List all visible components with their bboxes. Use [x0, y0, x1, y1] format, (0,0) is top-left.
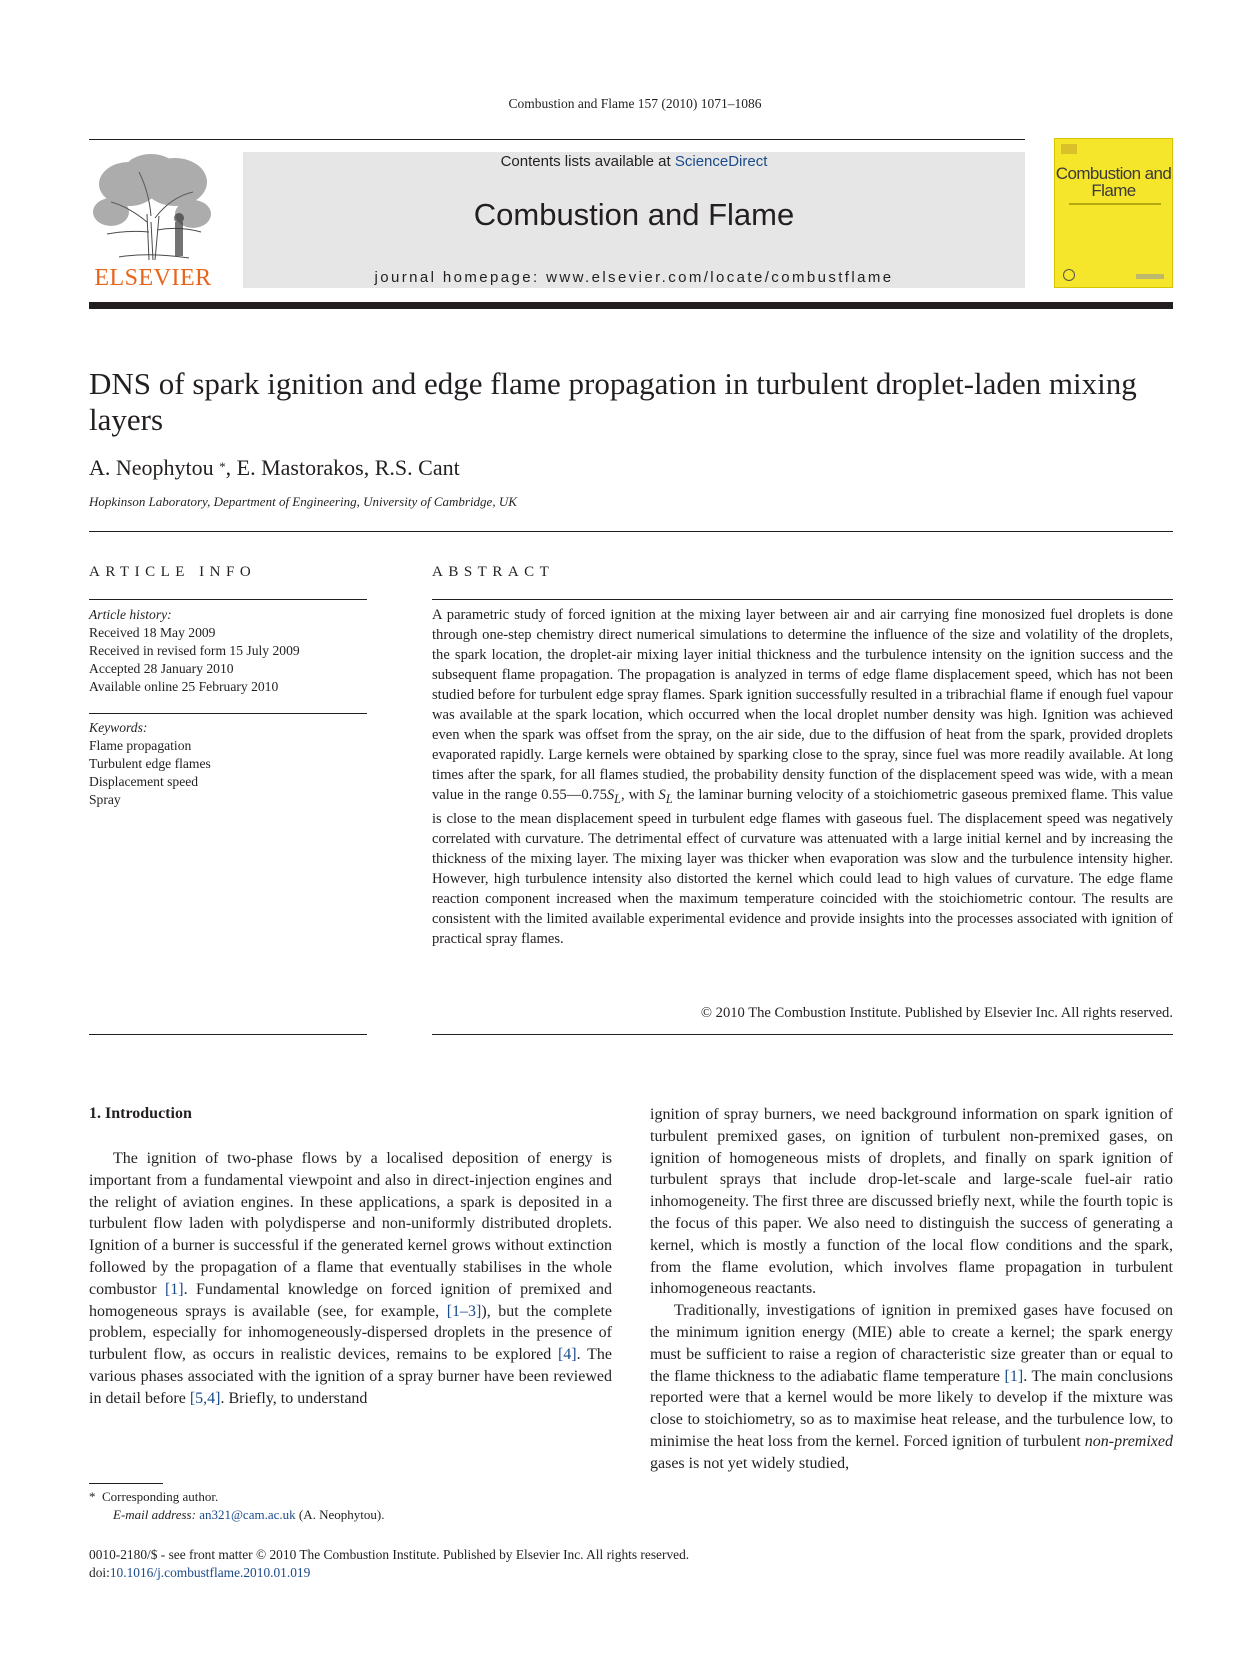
sciencedirect-link[interactable]: ScienceDirect	[674, 153, 768, 170]
reference-link[interactable]: [4]	[557, 1346, 577, 1364]
keywords-label: Keywords:	[89, 720, 148, 735]
abstract-text: A parametric study of forced ignition at the mixing layer between air and air carrying fine monosized fuel droplets is done through one-step chemistry direct numerical simulations to determine the influence of the size and volatility of the droplets, the spark location, the droplet-air mixing layer initial thickness and the turbulence intensity on the ignition success and the subsequent flame propagation. The propagation is analyzed in terms of edge flame displacement speed, which has not been studied before for turbulent edge spray flames. Spark ignition successfully resulted in a tribrachial flame if enough fuel vapour was available at the spark location, which occurred when the local droplet number density was high. Ignition was achieved even when the spark was offset from the spray, on the air side, due to the diffusion of heat from the spark, provided droplets evaporated rapidly. Large kernels were obtained by sparking close to the spray, since fuel was more readily available. At long times after the spark, for all flames studied, the probability density function of the displacement speed was wide, with a mean value in the range 0.55—0.75	[432, 607, 1173, 803]
front-matter-notice	[89, 1546, 689, 1582]
footnote	[89, 1488, 384, 1524]
email-label: E-mail address:	[113, 1507, 196, 1522]
reference-link[interactable]: [1]	[1004, 1367, 1024, 1385]
footnote-email	[89, 1506, 384, 1524]
body-text: . The various phases associated with the ignition of a spray burner have been reviewed in detail before	[89, 1346, 612, 1407]
header-rule	[89, 139, 1025, 140]
emphasis-text: non-premixed	[1084, 1432, 1173, 1450]
sl-subscript: L	[665, 791, 673, 806]
elsevier-logo[interactable]	[89, 152, 217, 292]
body-text: . The main conclusions reported were that a kernel would be more likely to develop if the mixture was close to stoichiometry, so as to maximise heat release, and the turbulence low, to minimise the heat loss from the kernel. Forced ignition of turbulent	[650, 1367, 1174, 1450]
header-thick-rule	[89, 302, 1173, 309]
tree-logo-icon	[89, 152, 217, 264]
body-text: . Fundamental knowledge on forced ignition of premixed and homogeneous sprays is available (see, for example,	[89, 1280, 613, 1320]
intro-left-column	[89, 1148, 612, 1410]
front-matter-text: 0010-2180/$ - see front matter © 2010 The Combustion Institute. Published by Elsevier Inc. All rights reserved.	[89, 1547, 690, 1562]
email-link[interactable]: an321@cam.ac.uk	[199, 1507, 296, 1522]
history-item: Accepted 28 January 2010	[89, 661, 234, 676]
doi-line	[89, 1564, 689, 1582]
journal-homepage[interactable]: journal homepage: www.elsevier.com/locate/combustflame	[374, 269, 894, 286]
reference-link[interactable]: [1–3]	[446, 1302, 482, 1320]
email-owner: (A. Neophytou).	[298, 1507, 385, 1522]
keyword-item[interactable]: Turbulent edge flames	[89, 756, 211, 771]
cover-title: Combustion and Flame	[1055, 164, 1172, 200]
footnote-corresponding	[89, 1488, 384, 1506]
contents-prefix: Contents lists available at	[500, 153, 675, 170]
intro-paragraph	[89, 1148, 612, 1410]
footnote-rule	[89, 1483, 163, 1484]
journal-citation: Combustion and Flame 157 (2010) 1071–1086	[508, 96, 762, 111]
abstract-paragraph	[432, 605, 1173, 949]
article-history	[89, 606, 300, 696]
corresponding-mark[interactable]: *	[219, 459, 226, 474]
keyword-item[interactable]: Displacement speed	[89, 774, 199, 789]
journal-banner	[243, 152, 1025, 288]
author-first[interactable]: A. Neophytou	[89, 455, 220, 480]
article-title: DNS of spark ignition and edge flame propagation in turbulent droplet-laden mixing layers	[89, 366, 1137, 437]
journal-name: Combustion and Flame	[473, 197, 795, 232]
sl-symbol: S	[606, 787, 615, 803]
author-list	[89, 455, 460, 481]
author-rest[interactable]: , E. Mastorakos, R.S. Cant	[225, 455, 460, 480]
abstract-copyright: © 2010 The Combustion Institute. Published by Elsevier Inc. All rights reserved.	[700, 1005, 1173, 1021]
contents-line	[243, 153, 1025, 170]
body-text: Traditionally, investigations of ignition in premixed gases have focused on the minimum ignition energy (MIE) able to create a kernel; the spark energy must be sufficient to raise a region of characteristic size greater than or equal to the flame thickness to the adiabatic flame temperature	[650, 1302, 1173, 1385]
cover-seal-icon	[1063, 269, 1075, 281]
abstract-rule	[432, 599, 1173, 600]
elsevier-wordmark: ELSEVIER	[94, 265, 212, 291]
affiliation: Hopkinson Laboratory, Department of Engineering, University of Cambridge, UK	[89, 494, 517, 509]
sl-symbol: S	[658, 787, 666, 803]
history-rule	[89, 713, 367, 714]
keyword-item[interactable]: Spray	[89, 792, 121, 807]
history-item: Available online 25 February 2010	[89, 679, 279, 694]
article-info-bottom-rule	[89, 1034, 367, 1035]
body-text: . Briefly, to understand	[220, 1389, 368, 1407]
intro-paragraph: ignition of spray burners, we need background information on spark ignition of turbulent premixed gases, on ignition of turbulent non-premixed gases, on ignition of homogeneous mists of droplets, and finally on spark ignition of turbulent sprays that include drop-let-scale and large-scale fuel-air ratio inhomogeneity. The first three are discussed briefly next, while the fourth topic is the focus of this paper. We also need to distinguish the success of generating a kernel, which is mostly a function of the local flow conditions and the spark, from the flame evolution, which involves flame propagation in turbulent inhomogeneous reactants.	[650, 1106, 1173, 1298]
footnote-mark: *	[89, 1489, 96, 1504]
history-item: Received in revised form 15 July 2009	[89, 643, 300, 658]
intro-right-column	[650, 1104, 1173, 1475]
abstract-text: , with	[620, 787, 659, 803]
footnote-text: Corresponding author.	[102, 1489, 219, 1504]
doi-label: doi:	[89, 1565, 110, 1580]
body-text: The ignition of two-phase flows by a localised deposition of energy is important from a fundamental viewpoint and also in direct-injection engines and the relight of aviation engines. In these applications, a spark is deposited in a turbulent flow laden with polydisperse and non-uniformly distributed droplets. Ignition of a burner is successful if the generated kernel grows without extinction followed by the propagation of a flame that eventually stabilises in the whole combustor	[89, 1150, 612, 1298]
sl-subscript: L	[614, 791, 621, 806]
history-label: Article history:	[89, 607, 172, 622]
section-heading-introduction: 1. Introduction	[89, 1105, 192, 1122]
abstract-heading: ABSTRACT	[432, 564, 555, 580]
cover-subtitle-line	[1069, 203, 1161, 205]
body-text: ), but the complete problem, especially for inhomogeneously-dispersed droplets in the presence of turbulent flow, as occurs in realistic devices, remains to be explored	[89, 1302, 612, 1364]
title-rule	[89, 531, 1173, 532]
reference-link[interactable]: [5,4]	[189, 1389, 221, 1407]
cover-publisher-mark	[1136, 274, 1164, 279]
abstract-text: the laminar burning velocity of a stoichiometric gaseous premixed flame. This value is close to the mean displacement speed in turbulent edge flames with gaseous fuel. The displacement speed was negatively correlated with curvature. The detrimental effect of curvature was attenuated with a large initial kernel and by increasing the thickness of the mixing layer. The mixing layer was thicker when evaporation was slow and the turbulence intensity higher. However, high turbulence intensity also distorted the kernel which could lead to high values of curvature. The edge flame reaction component increased when the maximum temperature coincided with the stoichiometric contour. The results are consistent with the limited available experimental evidence and provide insights into the processes associated with ignition of practical spray flames.	[432, 787, 1173, 947]
article-info-rule	[89, 599, 367, 600]
cover-badge-icon	[1061, 144, 1077, 154]
body-text: gases is not yet widely studied,	[650, 1454, 850, 1472]
keyword-item[interactable]: Flame propagation	[89, 738, 192, 753]
journal-cover[interactable]	[1054, 138, 1173, 288]
reference-link[interactable]: [1]	[164, 1280, 184, 1298]
keywords	[89, 719, 211, 809]
abstract-bottom-rule	[432, 1034, 1173, 1035]
intro-paragraph	[650, 1300, 1173, 1474]
article-info-heading: ARTICLE INFO	[89, 564, 257, 580]
abstract-body	[432, 605, 1173, 949]
history-item: Received 18 May 2009	[89, 625, 216, 640]
doi-link[interactable]: 10.1016/j.combustflame.2010.01.019	[109, 1565, 311, 1580]
